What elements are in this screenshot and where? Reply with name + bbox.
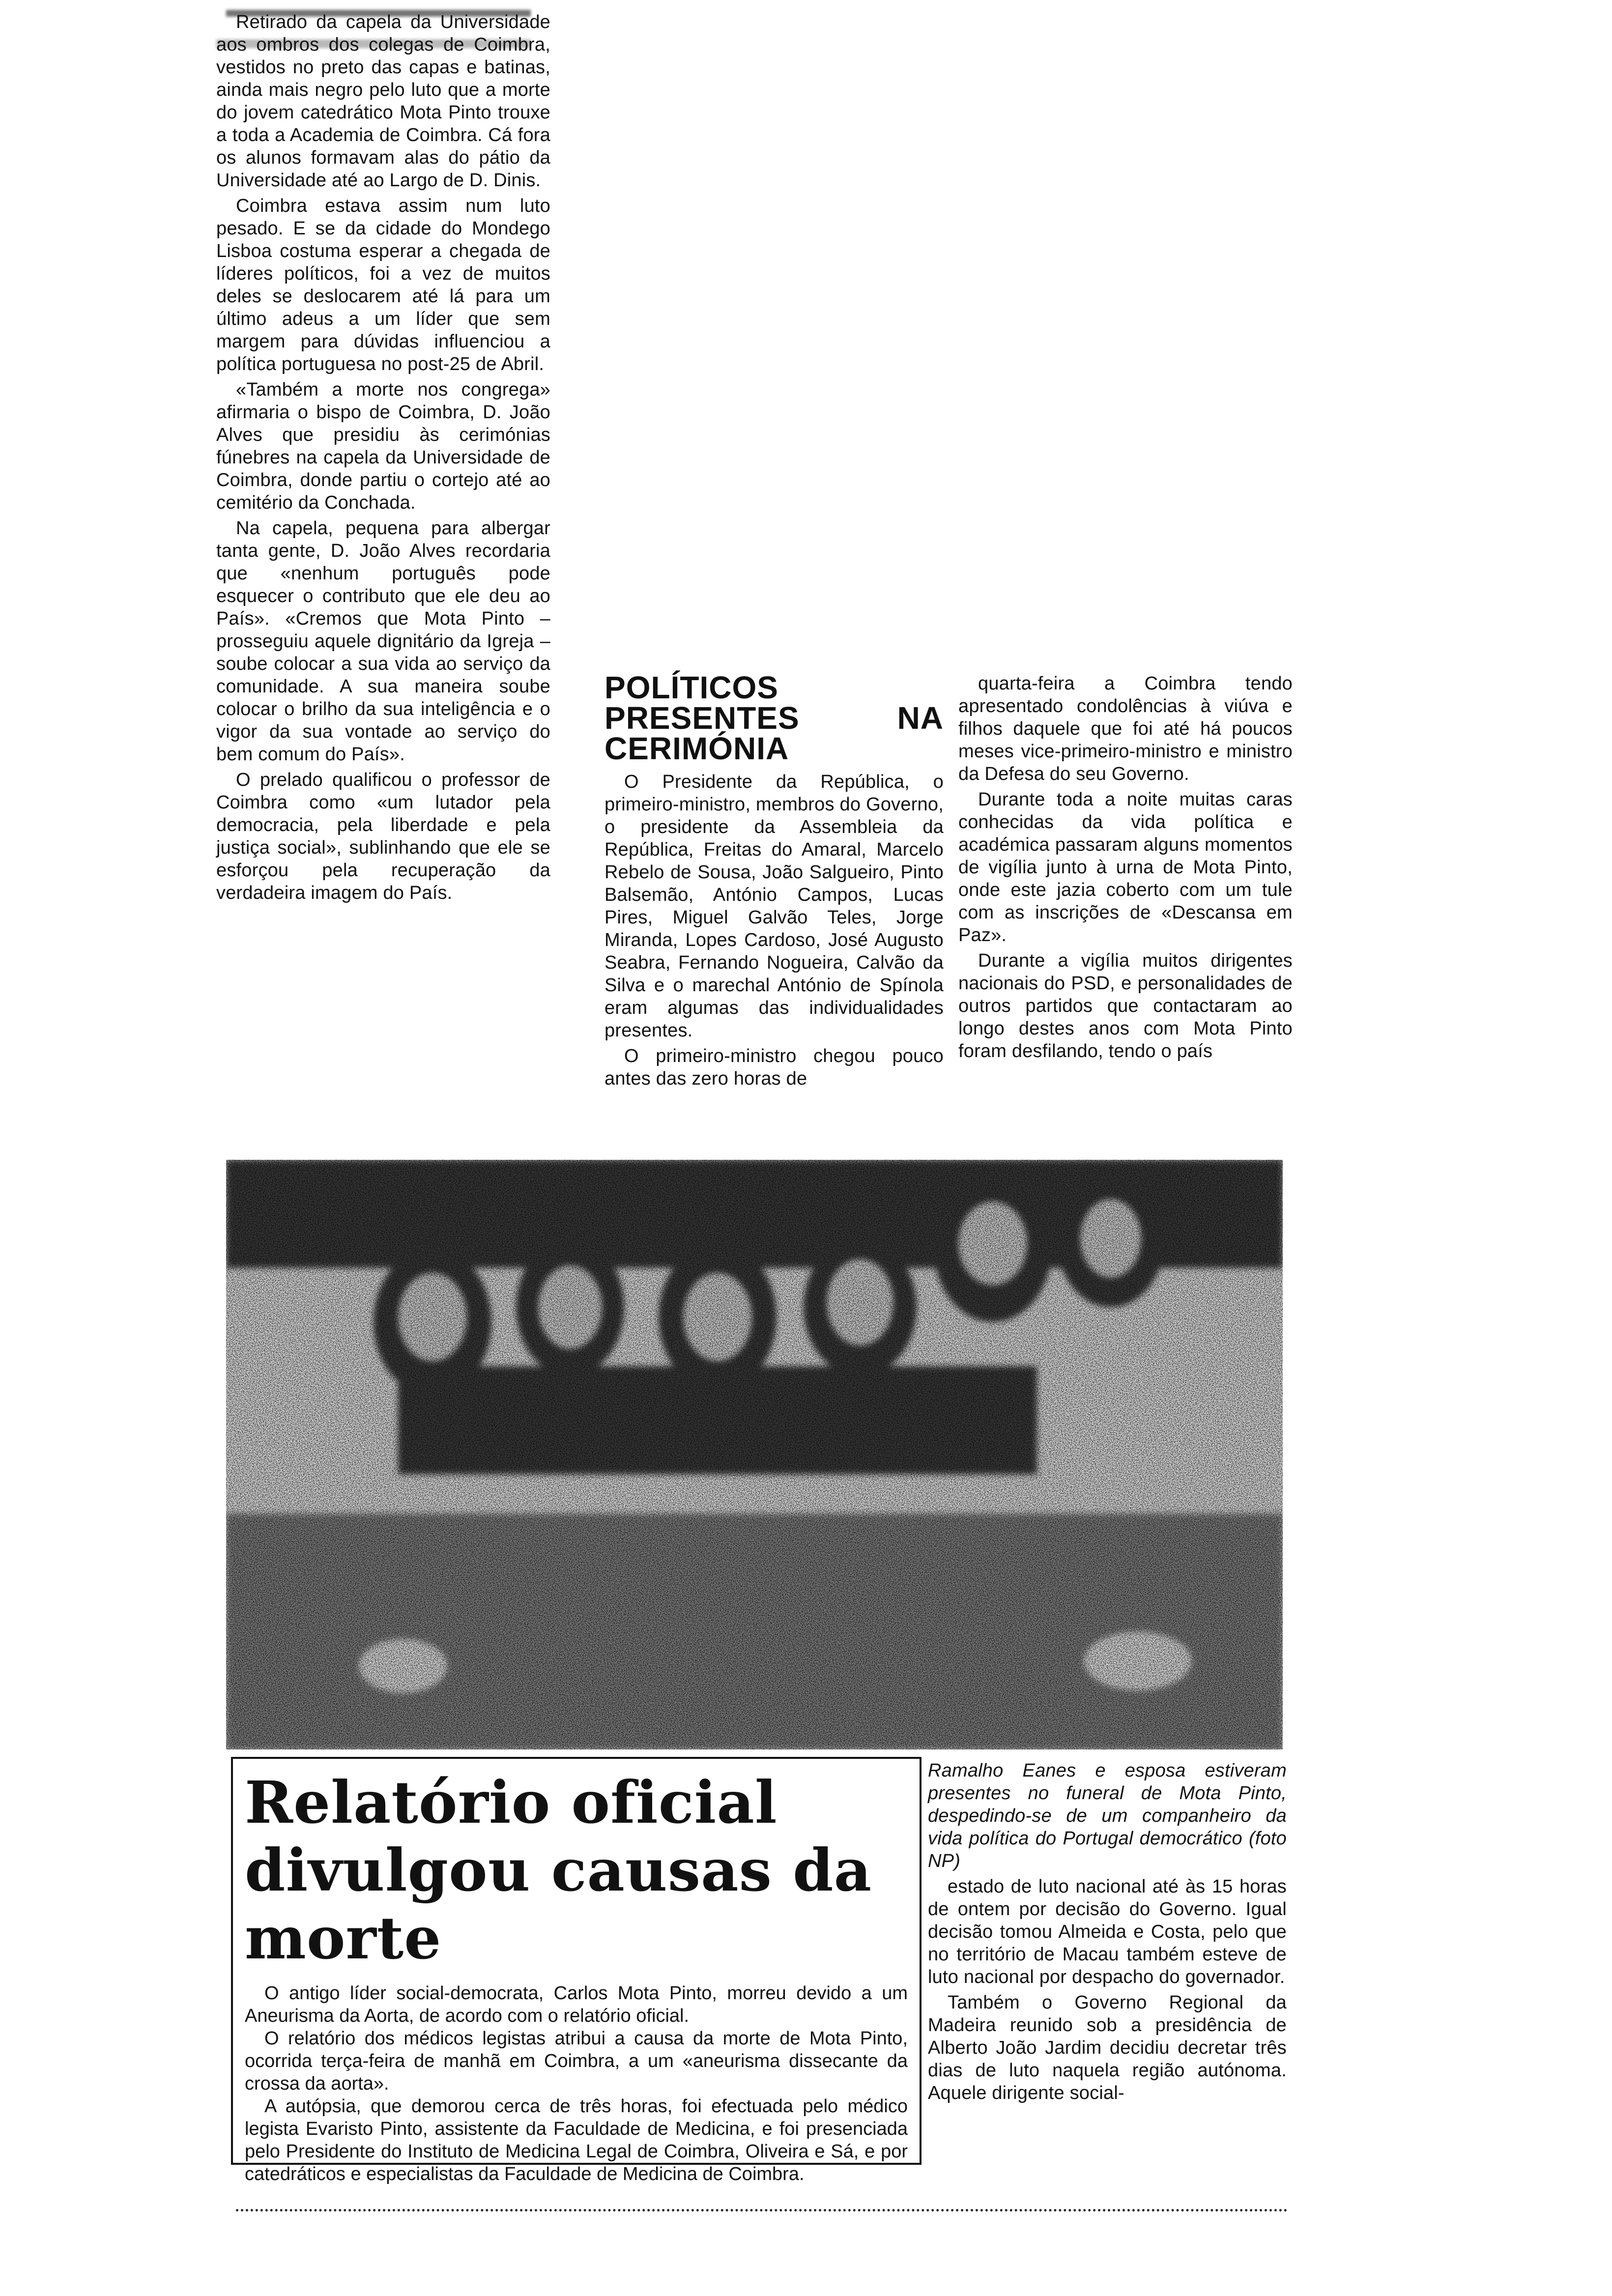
- paragraph: O primeiro-ministro chegou pouco antes das zero horas de: [604, 1046, 944, 1089]
- article-column-left: [216, 11, 550, 904]
- paragraph: O Presidente da República, o primeiro-ministro, membros do Governo, o presidente da Assembleia da República, Freitas do Amaral, Marcelo Rebelo de Sousa, João Salgueiro, Pinto Balsemão, António Campos, Lucas Pires, Miguel Galvão Teles, Jorge Miranda, Lopes Cardoso, José Augusto Seabra, Fernando Nogueira, Calvão da Silva e o marechal António de Spínola eram algumas das individualidades presentes.: [604, 772, 944, 1041]
- paragraph: Coimbra estava assim num luto pesado. E se da cidade do Mondego Lisboa costuma esperar a chegada de líderes políticos, foi a vez de muitos deles se deslocarem até lá para um último adeus a um líder que sem margem para dúvidas influenciou a política portuguesa no post-25 de Abril.: [216, 196, 550, 374]
- clipping-bottom-edge: [236, 2209, 1288, 2214]
- paragraph: Retirado da capela da Universidade aos ombros dos colegas de Coimbra, vestidos no preto das capas e batinas, ainda mais negro pelo luto que a morte do jovem catedrático Mota Pinto trouxe a toda a Academia de Coimbra. Cá fora os alunos formavam alas do pátio da Universidade até ao Largo de D. Dinis.: [216, 12, 550, 191]
- subhead: POLÍTICOS PRESENTES NA CERIMÓNIA: [604, 670, 944, 766]
- paragraph: quarta-feira a Coimbra tendo apresentado condolências à viúva e filhos daquele que foi até há poucos meses vice-primeiro-ministro e ministro da Defesa do seu Governo.: [958, 673, 1293, 784]
- article-column-right: [958, 672, 1293, 1062]
- paragraph: Também o Governo Regional da Madeira reunido sob a presidência de Alberto João Jardim decidiu decretar três dias de luto naquela região autónoma. Aquele dirigente social-: [928, 1992, 1287, 2103]
- box-title-line-1: Relatório oficial: [245, 1768, 777, 1837]
- paragraph: Na capela, pequena para albergar tanta gente, D. João Alves recordaria que «nenhum português pode esquecer o contributo que ele deu ao País». «Cremos que Mota Pinto – prosseguiu aquele dignitário da Igreja – soube colocar a sua vida ao serviço da comunidade. A sua maneira soube colocar o brilho da sua inteligência e o vigor da sua vontade ao serviço do bem comum do País».: [216, 518, 550, 765]
- paragraph: O antigo líder social-democrata, Carlos Mota Pinto, morreu devido a um Aneurisma da Aorta, de acordo com o relatório oficial.: [245, 1983, 908, 2026]
- paragraph: «Também a morte nos congrega» afirmaria o bispo de Coimbra, D. João Alves que presidiu às cerimónias fúnebres na capela da Universidade de Coimbra, donde partiu o cortejo até ao cemitério da Conchada.: [216, 379, 550, 513]
- box-title-line-2: divulgou causas da morte: [245, 1836, 872, 1972]
- article-column-middle: [604, 672, 944, 1090]
- paragraph: A autópsia, que demorou cerca de três horas, foi efectuada pelo médico legista Evaristo Pinto, assistente da Faculdade de Medicina, e foi presenciada pelo Presidente do Instituto de Medicina Legal de Coimbra, Oliveira e Sá, e por catedráticos e especialistas da Faculdade de Medicina de Coimbra.: [245, 2096, 908, 2184]
- box-body: [245, 1982, 908, 2185]
- paragraph: Durante a vigília muitos dirigentes nacionais do PSD, e personalidades de outros partidos que contactaram ao longo destes anos com Mota Pinto foram desfilando, tendo o país: [958, 950, 1293, 1062]
- photo-image: [226, 1160, 1283, 1750]
- paragraph: estado de luto nacional até às 15 horas de ontem por decisão do Governo. Igual decisão tomou Almeida e Costa, pelo que no território de Macau também esteve de luto nacional por despacho do governador.: [928, 1876, 1287, 1987]
- paragraph: O prelado qualificou o professor de Coimbra como «um lutador pela democracia, pela liberdade e pela justiça social», sublinhando que ele se esforçou pela recuperação da verdadeira imagem do País.: [216, 770, 550, 903]
- news-photo: [226, 1160, 1283, 1750]
- sidebar-box: [231, 1757, 921, 2184]
- article-column-bottom-right: [928, 1759, 1287, 2104]
- photo-caption: Ramalho Eanes e esposa estiveram presentes no funeral de Mota Pinto, despedindo-se de um companheiro da vida política do Portugal democrático (foto NP): [928, 1760, 1287, 1871]
- paragraph: Durante toda a noite muitas caras conhecidas da vida política e académica passaram alguns momentos de vigília junto à urna de Mota Pinto, onde este jazia coberto com um tule com as inscrições de «Descansa em Paz».: [958, 789, 1293, 946]
- paragraph: O relatório dos médicos legistas atribui a causa da morte de Mota Pinto, ocorrida terça-feira de manhã em Coimbra, a um «aneurisma dissecante da crossa da aorta».: [245, 2028, 908, 2094]
- newspaper-clipping: [216, 0, 1293, 2241]
